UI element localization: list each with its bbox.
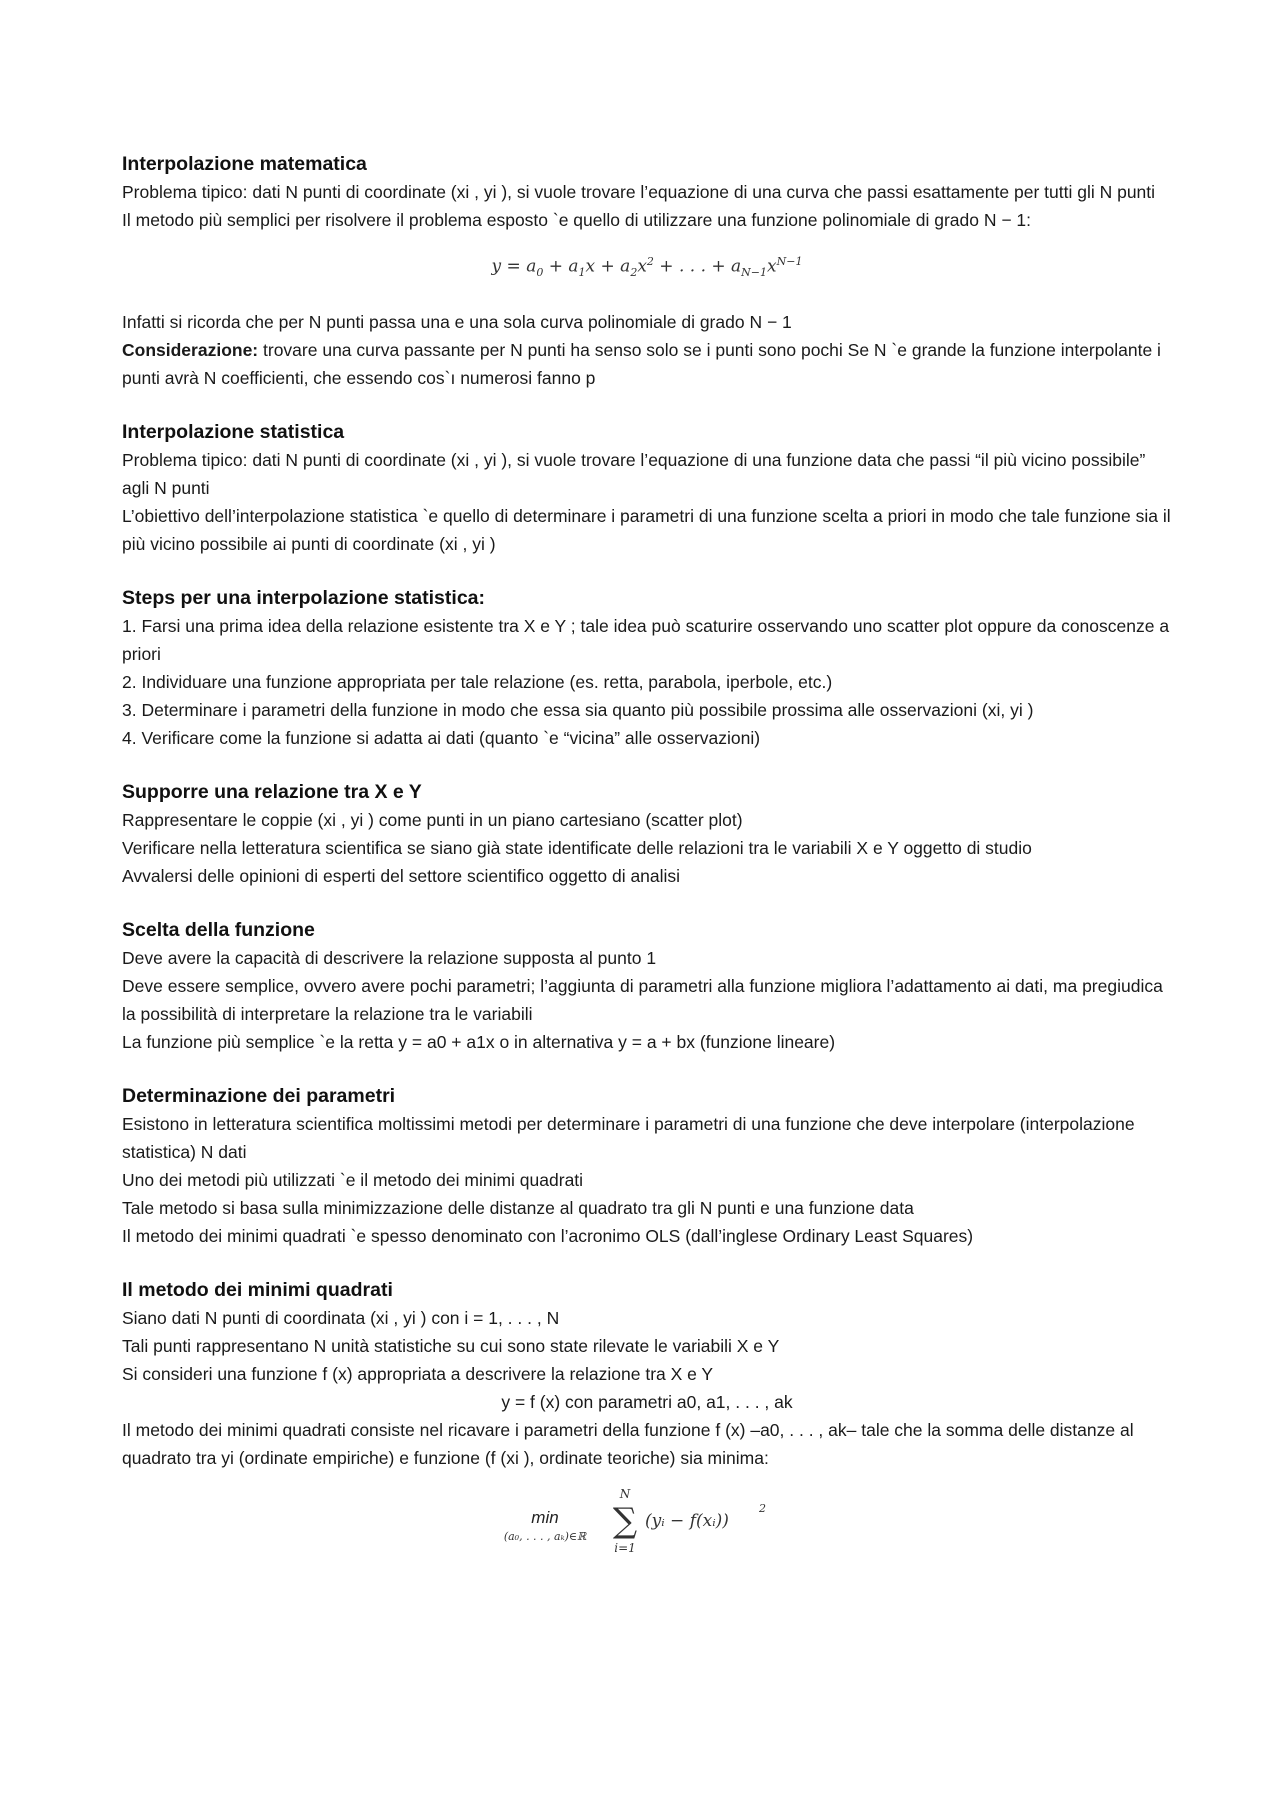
formula-part: + a — [543, 256, 579, 277]
formula-expression: (yᵢ − f(xᵢ)) — [645, 1511, 729, 1531]
list-item: La funzione più semplice `e la retta y = a0 + a1x o in alternativa y = a + bx (funzione lineare) — [122, 1032, 836, 1052]
section-heading: Supporre una relazione tra X e Y — [122, 781, 422, 803]
section-heading: Scelta della funzione — [122, 919, 315, 941]
formula-sub: 1 — [578, 266, 586, 280]
formula-min: min — [531, 1508, 559, 1527]
least-squares-formula-svg — [497, 1486, 797, 1556]
list-item: Si consideri una funzione f (x) appropriata a descrivere la relazione tra X e Y — [122, 1364, 714, 1384]
section-heading: Interpolazione matematica — [122, 153, 367, 175]
formula-sub: N−1 — [741, 266, 768, 280]
formula-sup: 2 — [646, 255, 654, 268]
list-item: Tali punti rappresentano N unità statistiche su cui sono state rilevate le variabili X e Y — [122, 1336, 780, 1356]
formula-sub: 2 — [630, 266, 638, 280]
section-interpolazione-statistica — [122, 418, 1172, 558]
list-item: 1. Farsi una prima idea della relazione esistente tra X e Y ; tale idea può scaturire osservando uno scatter plot oppure da conoscenze a priori — [122, 616, 1170, 664]
list-item: Verificare nella letteratura scientifica se siano già state identificate delle relazioni tra le variabili X e Y oggetto di studio — [122, 838, 1032, 858]
list-item: Deve avere la capacità di descrivere la relazione supposta al punto 1 — [122, 948, 657, 968]
section-heading: Interpolazione statistica — [122, 421, 345, 443]
section-minimi-quadrati — [122, 1276, 1172, 1556]
list-item: Rappresentare le coppie (xi , yi ) come punti in un piano cartesiano (scatter plot) — [122, 810, 743, 830]
polynomial-formula — [122, 246, 1172, 278]
list-item: Tale metodo si basa sulla minimizzazione delle distanze al quadrato tra gli N punti e una funzione data — [122, 1198, 914, 1218]
formula-sup: N−1 — [776, 255, 803, 268]
section-scelta-funzione — [122, 916, 1172, 1056]
formula-sum-top: N — [619, 1487, 631, 1501]
section-heading: Il metodo dei minimi quadrati — [122, 1279, 393, 1301]
section-determinazione-parametri — [122, 1082, 1172, 1250]
list-item: Esistono in letteratura scientifica moltissimi metodi per determinare i parametri di una funzione che deve interpolare (interpolazione statistica) N dati — [122, 1114, 1135, 1162]
paragraph: Il metodo più semplici per risolvere il problema esposto `e quello di utilizzare una funzione polinomiale di grado N − 1: — [122, 210, 1032, 230]
formula-power: 2 — [759, 1502, 766, 1515]
formula-part: x — [637, 256, 647, 277]
sum-icon: ∑ — [612, 1501, 638, 1541]
formula-part: x + a — [585, 256, 631, 277]
centered-line: y = f (x) con parametri a0, a1, . . . , ak — [501, 1392, 793, 1412]
section-heading: Determinazione dei parametri — [122, 1085, 396, 1107]
list-item: 4. Verificare come la funzione si adatta ai dati (quanto `e “vicina” alle osservazioni) — [122, 728, 761, 748]
document-page — [122, 150, 1172, 1582]
formula-part: y = a — [491, 256, 537, 277]
list-item: Siano dati N punti di coordinata (xi , yi ) con i = 1, . . . , N — [122, 1308, 560, 1328]
formula-sum-bottom: i=1 — [614, 1541, 636, 1555]
formula-part: + . . . + a — [653, 256, 742, 277]
list-item: Deve essere semplice, ovvero avere pochi parametri; l’aggiunta di parametri alla funzione migliora l’adattamento ai dati, ma pregiudica la possibilità di interpretare la relazione tra le variabili — [122, 976, 1163, 1024]
list-item: 3. Determinare i parametri della funzione in modo che essa sia quanto più possibile prossima alle osservazioni (xi, yi ) — [122, 700, 1034, 720]
paragraph: Problema tipico: dati N punti di coordinate (xi , yi ), si vuole trovare l’equazione di una curva che passi esattamente per tutti gli N punti — [122, 182, 1156, 202]
paragraph: L’obiettivo dell’interpolazione statistica `e quello di determinare i parametri di una funzione scelta a priori in modo che tale funzione sia il più vicino possibile ai punti di coordinate (xi , yi ) — [122, 506, 1171, 554]
list-item: 2. Individuare una funzione appropriata per tale relazione (es. retta, parabola, iperbole, etc.) — [122, 672, 833, 692]
paragraph-rest: trovare una curva passante per N punti ha senso solo se i punti sono pochi Se N `e grande la funzione interpolante i punti avrà N coefficienti, che essendo cos`ı numerosi fanno p — [122, 340, 1161, 388]
paragraph: Infatti si ricorda che per N punti passa una e una sola curva polinomiale di grado N − 1 — [122, 312, 792, 332]
least-squares-formula — [122, 1486, 1172, 1556]
section-interpolazione-matematica — [122, 150, 1172, 392]
bold-lead: Considerazione: — [122, 340, 259, 360]
list-item: Il metodo dei minimi quadrati `e spesso denominato con l’acronimo OLS (dall’inglese Ordinary Least Squares) — [122, 1226, 974, 1246]
paragraph: Problema tipico: dati N punti di coordinate (xi , yi ), si vuole trovare l’equazione di una funzione data che passi “il più vicino possibile” agli N punti — [122, 450, 1146, 498]
paragraph: Il metodo dei minimi quadrati consiste nel ricavare i parametri della funzione f (x) –a0, . . . , ak– tale che la somma delle distanze al quadrato tra yi (ordinate empiriche) e funzione (f (xi ), ordinate teoriche) sia minima: — [122, 1420, 1134, 1468]
paragraph-considerazione — [122, 336, 1172, 392]
list-item: Avvalersi delle opinioni di esperti del settore scientifico oggetto di analisi — [122, 866, 681, 886]
formula-part: x — [767, 256, 777, 277]
section-supporre-relazione — [122, 778, 1172, 890]
formula-sub: 0 — [536, 266, 544, 280]
formula-domain: (a₀, . . . , aₖ)∈ℝ — [503, 1530, 587, 1543]
list-item: Uno dei metodi più utilizzati `e il metodo dei minimi quadrati — [122, 1170, 584, 1190]
section-heading: Steps per una interpolazione statistica: — [122, 587, 485, 609]
section-steps — [122, 584, 1172, 752]
